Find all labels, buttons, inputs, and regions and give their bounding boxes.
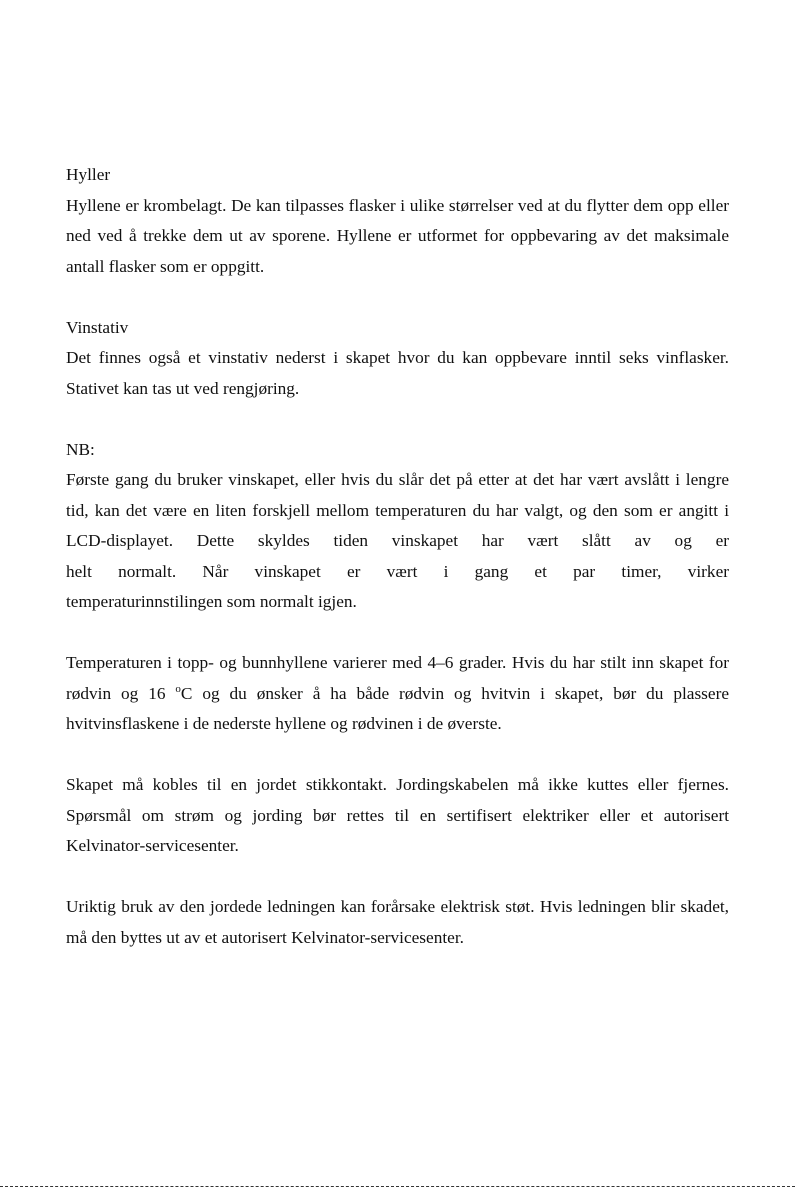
note-paragraph-spread-line: helt normalt. Når vinskapet er vært i gang et par timer, virker	[66, 561, 729, 581]
page-bottom-divider	[0, 1186, 795, 1187]
shelves-heading: Hyller	[66, 165, 111, 184]
grounding-paragraph: Skapet må kobles til en jordet stikkontakt. Jordingskabelen må ikke kuttes eller fjernes. Spørsmål om strøm og jording bør rettes til en sertifisert elektriker eller et autorisert Kelvinator-servicesenter.	[66, 775, 729, 855]
shelves-paragraph: Hyllene er krombelagt. De kan tilpasses flasker i ulike størrelser ved at du flytter dem opp eller ned ved å trekke dem ut av sporene. Hyllene er utformet for oppbevaring av det maksimale antall flasker som er oppgitt.	[66, 195, 729, 276]
section-shelves	[66, 160, 729, 282]
section-temperature	[66, 648, 729, 740]
section-note	[66, 435, 729, 618]
section-grounding	[66, 770, 729, 862]
document-page	[66, 160, 729, 984]
warning-paragraph: Uriktig bruk av den jordede ledningen kan forårsake elektrisk støt. Hvis ledningen blir skadet, må den byttes ut av et autorisert Kelvinator-servicesenter.	[66, 897, 729, 947]
note-heading: NB:	[66, 439, 95, 459]
temperature-text-after: C og du ønsker å ha både rødvin og hvitvin i skapet, bør du plassere hvitvinsflaskene i de nederste hyllene og rødvinen i de øverste.	[66, 683, 729, 733]
note-paragraph-end: temperaturinnstilingen som normalt igjen.	[66, 592, 357, 611]
temperature-paragraph	[66, 648, 729, 740]
degree-symbol: o	[175, 682, 181, 695]
section-wine-rack	[66, 313, 729, 405]
wine-rack-paragraph: Det finnes også et vinstativ nederst i skapet hvor du kan oppbevare inntil seks vinflasker. Stativet kan tas ut ved rengjøring.	[66, 348, 729, 398]
note-paragraph-start: Første gang du bruker vinskapet, eller hvis du slår det på etter at det har vært avslått i lengre tid, kan det være en liten forskjell mellom temperaturen du har valgt, og den som er angitt i LCD-displayet. Dette skyldes tiden vinskapet har vært slått av og er	[66, 470, 729, 550]
section-warning	[66, 892, 729, 953]
wine-rack-heading: Vinstativ	[66, 317, 129, 337]
temperature-text-before: Temperaturen i topp- og bunnhyllene varierer med 4–6 grader. Hvis du har stilt inn skapet for rødvin og 16	[66, 653, 729, 703]
